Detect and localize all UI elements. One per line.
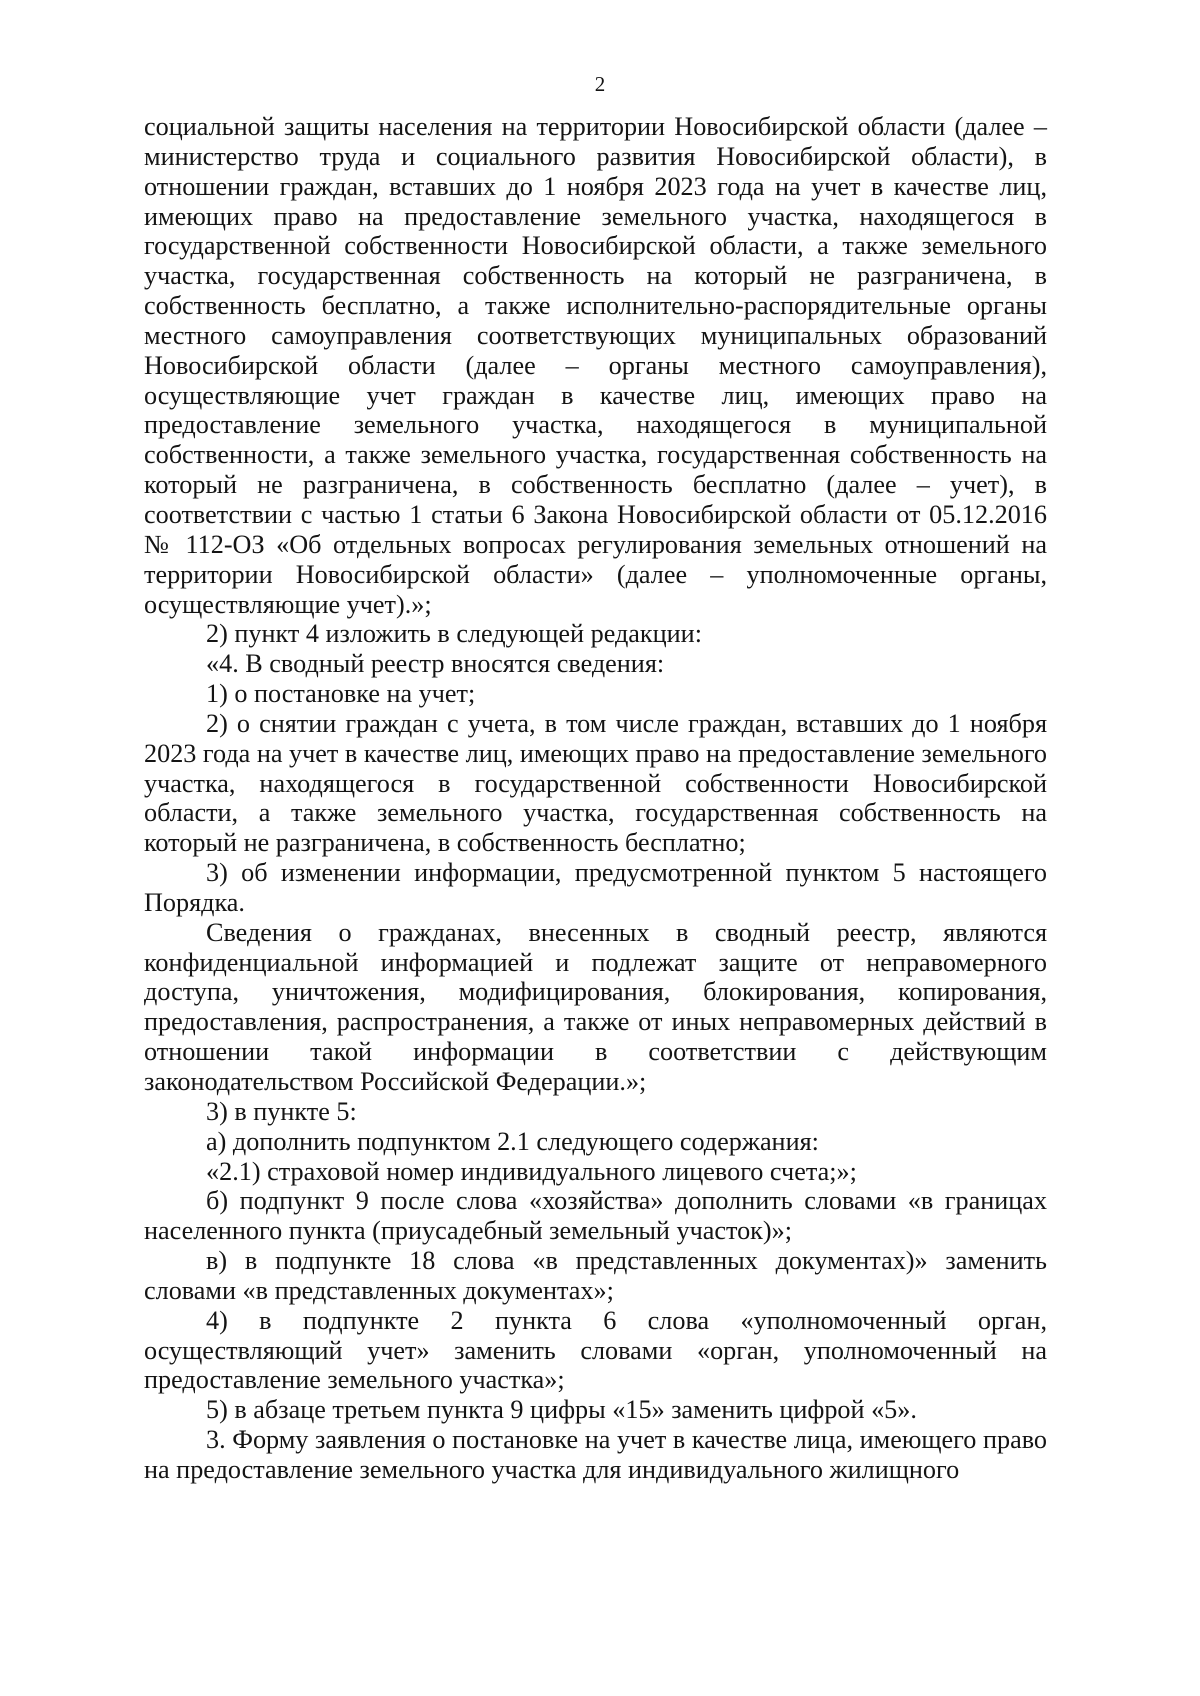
page-number: 2	[594, 72, 606, 96]
paragraph-item-3a: а) дополнить подпунктом 2.1 следующего содержания:	[206, 1126, 819, 1156]
paragraph-subitem-3: 3) об изменении информации, предусмотренной пунктом 5 настоящего Порядка.	[144, 858, 1047, 917]
paragraph-item-5: 5) в абзаце третьем пункта 9 цифры «15» заменить цифрой «5».	[206, 1395, 917, 1425]
paragraph-subitem-1: 1) о постановке на учет;	[206, 679, 476, 709]
paragraph-item-3c: в) в подпункте 18 слова «в представленных документах)» заменить словами «в представленных документах»;	[144, 1246, 1047, 1305]
paragraph-item-3b: б) подпункт 9 после слова «хозяйства» дополнить словами «в границах населенного пункта (приусадебный земельный участок)»;	[144, 1186, 1047, 1246]
paragraph-item-3-header: 3) в пункте 5:	[206, 1096, 357, 1126]
paragraph-section-3: 3. Форму заявления о постановке на учет в качестве лица, имеющего право на предоставление земельного участка для индивидуального жилищного	[144, 1425, 1047, 1484]
document-body	[144, 112, 1047, 1485]
paragraph-point-4-intro: «4. В сводный реестр вносятся сведения:	[206, 649, 665, 679]
paragraph-item-4: 4) в подпункте 2 пункта 6 слова «уполномоченный орган, осуществляющий учет» заменить словами «орган, уполномоченный на предоставление земельного участка»;	[144, 1305, 1047, 1395]
paragraph-confidentiality: Сведения о гражданах, внесенных в сводный реестр, являются конфиденциальной информацией и подлежат защите от неправомерного доступа, уничтожения, модифицирования, блокирования, копирования, предоставления, распространения, а также от иных неправомерных действий в отношении такой информации в соответствии с действующим законодательством Российской Федерации.»;	[144, 917, 1047, 1096]
paragraph-continuation: социальной защиты населения на территории Новосибирской области (далее – министерство труда и социального развития Новосибирской области), в отношении граждан, вставших до 1 ноября 2023 года на учет в качестве лиц, имеющих право на предоставление земельного участка, находящегося в государственной собственности Новосибирской области, а также земельного участка, государственная собственность на который не разграничена, в собственность бесплатно, а также исполнительно-распорядительные органы местного самоуправления соответствующих муниципальных образований Новосибирской области (далее – органы местного самоуправления), осуществляющие учет граждан в качестве лиц, имеющих право на предоставление земельного участка, находящегося в муниципальной собственности, а также земельного участка, государственная собственность на который не разграничена, в собственность бесплатно (далее – учет), в соответствии с частью 1 статьи 6 Закона Новосибирской области от 05.12.2016 № 112-ОЗ «Об отдельных вопросах регулирования земельных отношений на территории Новосибирской области» (далее – уполномоченные органы, осуществляющие учет).»;	[144, 112, 1047, 619]
paragraph-item-2-header: 2) пункт 4 изложить в следующей редакции:	[206, 619, 702, 649]
paragraph-item-3a-content: «2.1) страховой номер индивидуального лицевого счета;»;	[206, 1156, 857, 1186]
paragraph-subitem-2: 2) о снятии граждан с учета, в том числе граждан, вставших до 1 ноября 2023 года на учет в качестве лиц, имеющих право на предоставление земельного участка, находящегося в государственной собственности Новосибирской области, а также земельного участка, государственная собственность на который не разграничена, в собственность бесплатно;	[144, 708, 1047, 858]
